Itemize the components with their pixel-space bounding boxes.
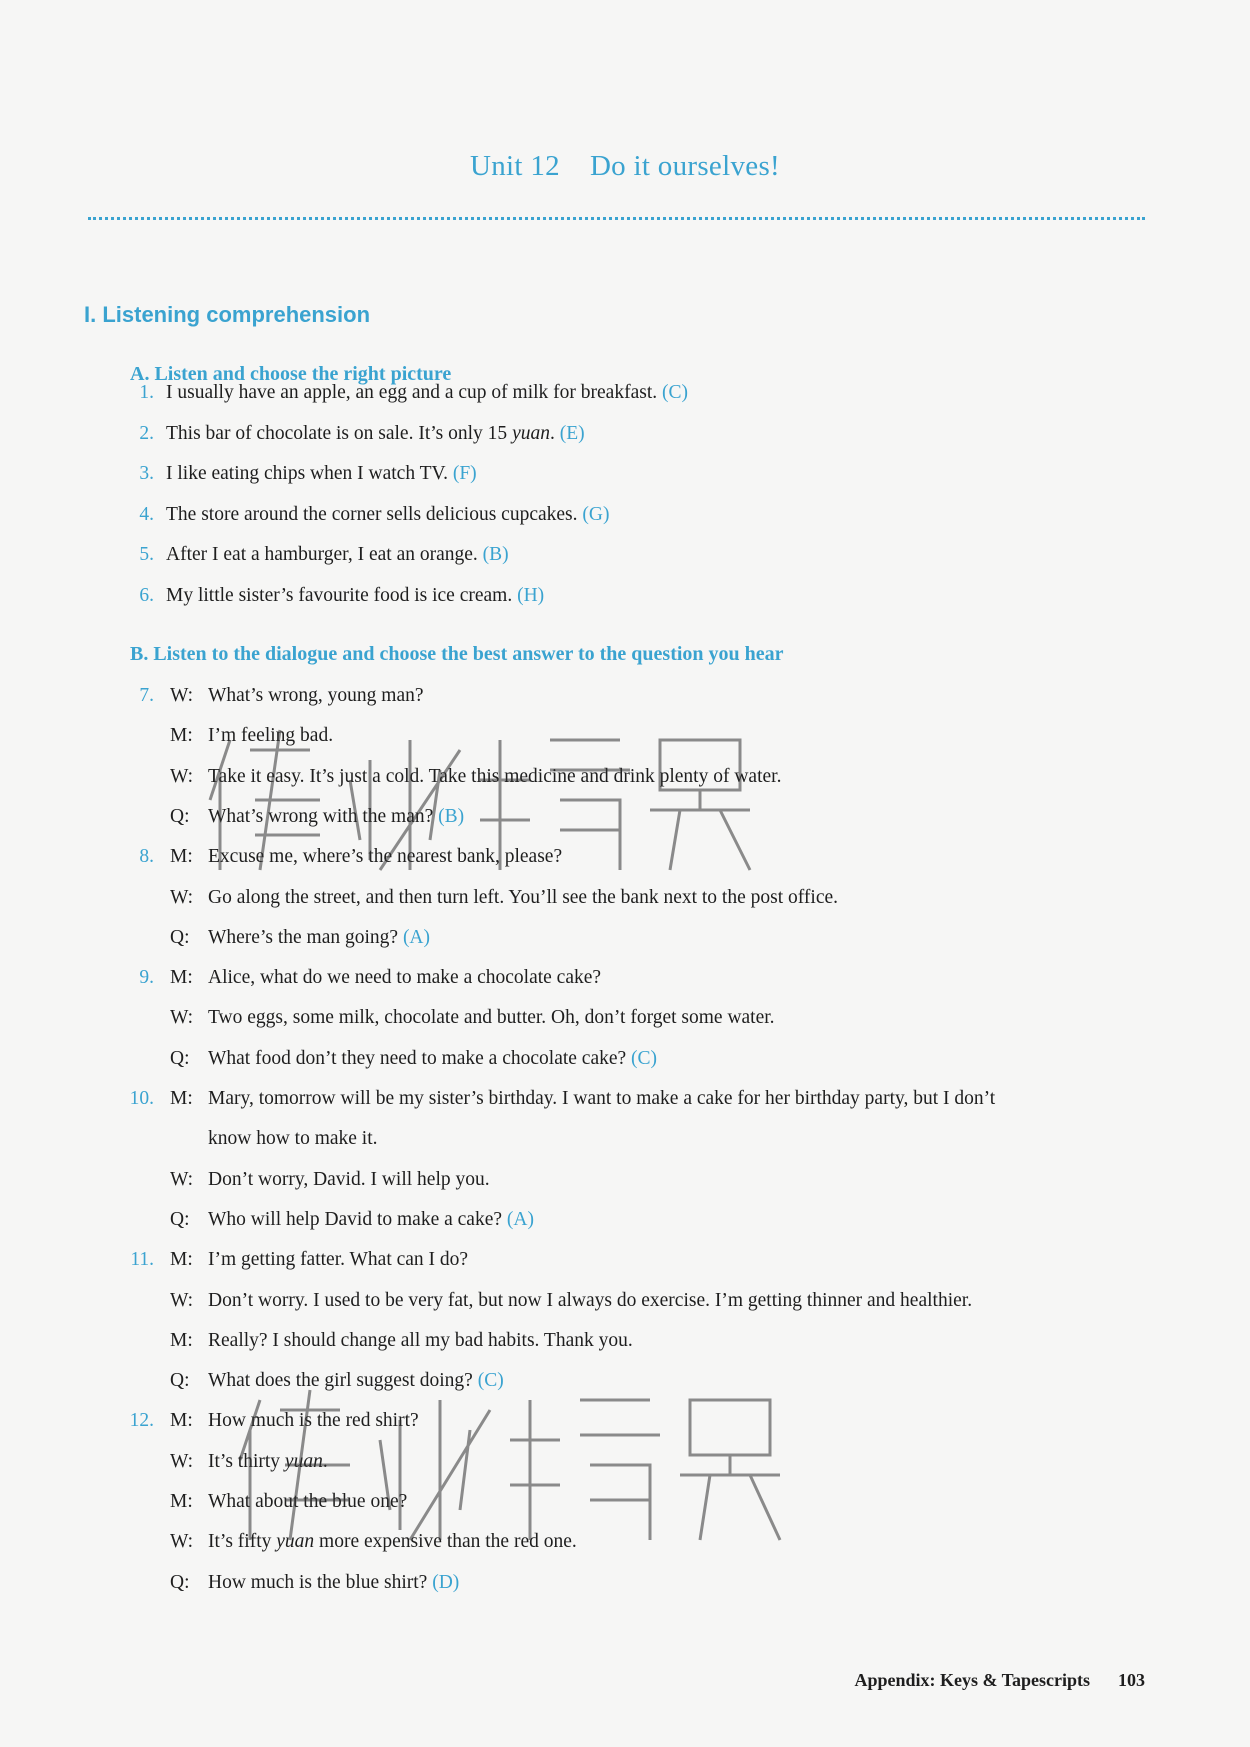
line-text: What about the blue one? bbox=[208, 1491, 408, 1512]
list-item bbox=[166, 583, 544, 609]
answer-key: (G) bbox=[582, 503, 610, 525]
line-text: How much is the red shirt? bbox=[208, 1410, 419, 1432]
line-text: Don’t worry. I used to be very fat, but now I always do exercise. I’m getting thinner and healthier. bbox=[208, 1289, 973, 1311]
line-text: Don’t worry, David. I will help you. bbox=[208, 1168, 490, 1190]
line-text: Excuse me, where’s the nearest bank, please? bbox=[208, 846, 563, 868]
dialogue-line bbox=[170, 1086, 995, 1112]
line-text: Take it easy. It’s just a cold. Take this medicine and drink plenty of water. bbox=[208, 765, 782, 787]
item-number: 12. bbox=[129, 1410, 154, 1432]
line-text: I’m feeling bad. bbox=[208, 725, 334, 747]
speaker-label: W: bbox=[170, 1289, 194, 1311]
item-number: 10. bbox=[129, 1088, 154, 1109]
speaker-label: W: bbox=[170, 1450, 194, 1472]
answer-key: (B) bbox=[438, 805, 465, 827]
speaker-label: M: bbox=[170, 1249, 193, 1271]
line-italic: yuan bbox=[276, 1531, 315, 1553]
speaker-label: M: bbox=[170, 846, 193, 868]
unit-number: Unit 12 bbox=[470, 150, 560, 182]
line-text: I’m getting fatter. What can I do? bbox=[208, 1249, 469, 1271]
line-text: Where’s the man going? bbox=[208, 926, 399, 948]
dialogue-line bbox=[170, 1207, 534, 1233]
speaker-label: M: bbox=[170, 1088, 193, 1109]
line-text: Who will help David to make a cake? bbox=[208, 1208, 503, 1230]
speaker-label: M: bbox=[170, 967, 193, 989]
line-text: This bar of chocolate is on sale. It’s only 15 bbox=[166, 422, 513, 444]
answer-key: (C) bbox=[631, 1047, 658, 1069]
item-number: 5. bbox=[139, 544, 154, 565]
speaker-label: Q: bbox=[170, 1571, 190, 1593]
speaker-label: W: bbox=[170, 1168, 194, 1190]
dialogue-line bbox=[170, 1005, 775, 1031]
line-text: What food don’t they need to make a chocolate cake? bbox=[208, 1047, 627, 1069]
speaker-label: M: bbox=[170, 1329, 193, 1351]
dialogue-line bbox=[170, 885, 838, 911]
part-b-heading: B. Listen to the dialogue and choose the best answer to the question you hear bbox=[130, 643, 784, 665]
dialogue-line bbox=[170, 1570, 459, 1596]
line-text: My little sister’s favourite food is ice cream. bbox=[166, 584, 513, 606]
dialogue-line bbox=[170, 683, 424, 709]
dialogue-line bbox=[170, 1288, 972, 1314]
line-text: know how to make it. bbox=[208, 1128, 378, 1150]
speaker-label: W: bbox=[170, 886, 194, 908]
item-number: 7. bbox=[139, 685, 154, 706]
line-text: Mary, tomorrow will be my sister’s birthday. I want to make a cake for her birthday party, but I don’t bbox=[208, 1088, 996, 1109]
line-text-post: . bbox=[322, 1450, 328, 1472]
watermark-stamp-top bbox=[200, 720, 760, 880]
dialogue-line bbox=[170, 965, 601, 991]
dialogue-line bbox=[170, 1046, 657, 1072]
line-text: Two eggs, some milk, chocolate and butter. Oh, don’t forget some water. bbox=[208, 1007, 775, 1029]
unit-title bbox=[0, 150, 1250, 183]
answer-key: (E) bbox=[559, 422, 585, 444]
line-text: I usually have an apple, an egg and a cup of milk for breakfast. bbox=[166, 382, 658, 403]
dotted-divider bbox=[88, 217, 1145, 220]
line-text: What’s wrong, young man? bbox=[208, 685, 424, 706]
dialogue-line bbox=[170, 1126, 378, 1152]
answer-key: (C) bbox=[661, 382, 688, 403]
item-number: 2. bbox=[139, 422, 154, 444]
section-heading: I. Listening comprehension bbox=[84, 302, 371, 327]
dialogue-line bbox=[170, 1328, 633, 1354]
line-text-post: . bbox=[549, 422, 555, 444]
item-number: 9. bbox=[139, 967, 154, 989]
speaker-label: Q: bbox=[170, 1370, 190, 1392]
line-text: Really? I should change all my bad habits. Thank you. bbox=[208, 1329, 633, 1351]
answer-key: (A) bbox=[402, 926, 431, 948]
answer-key: (C) bbox=[477, 1370, 504, 1392]
list-item bbox=[166, 542, 509, 568]
line-text: What’s wrong with the man? bbox=[208, 805, 434, 827]
list-item bbox=[166, 461, 477, 487]
page-number: 103 bbox=[1118, 1670, 1145, 1690]
speaker-label: W: bbox=[170, 1531, 194, 1553]
speaker-label: Q: bbox=[170, 1208, 190, 1230]
speaker-label: Q: bbox=[170, 926, 190, 948]
answer-key: (B) bbox=[482, 544, 509, 565]
line-text: How much is the blue shirt? bbox=[208, 1571, 428, 1593]
footer-label: Appendix: Keys & Tapescripts bbox=[854, 1670, 1090, 1690]
speaker-label: M: bbox=[170, 725, 193, 747]
speaker-label: Q: bbox=[170, 805, 190, 827]
line-text: It’s thirty bbox=[208, 1450, 285, 1472]
item-number: 8. bbox=[139, 846, 154, 868]
line-text: After I eat a hamburger, I eat an orange. bbox=[166, 544, 478, 565]
speaker-label: W: bbox=[170, 685, 194, 706]
line-text: What does the girl suggest doing? bbox=[208, 1370, 473, 1392]
speaker-label: Q: bbox=[170, 1047, 190, 1069]
speaker-label: W: bbox=[170, 765, 194, 787]
unit-name: Do it ourselves! bbox=[589, 150, 780, 182]
line-italic: yuan bbox=[284, 1450, 323, 1472]
line-text-post: more expensive than the red one. bbox=[314, 1531, 577, 1553]
line-text: I like eating chips when I watch TV. bbox=[166, 463, 448, 484]
item-number: 3. bbox=[139, 463, 154, 484]
item-number: 1. bbox=[139, 382, 154, 403]
speaker-label: M: bbox=[170, 1491, 193, 1512]
item-number: 4. bbox=[139, 503, 154, 525]
part-a-heading: A. Listen and choose the right picture bbox=[130, 363, 452, 385]
item-number: 11. bbox=[130, 1249, 154, 1271]
list-item bbox=[166, 380, 688, 406]
answer-key: (A) bbox=[506, 1208, 534, 1230]
page-footer bbox=[854, 1670, 1145, 1691]
answer-key: (F) bbox=[452, 463, 477, 484]
list-item bbox=[166, 502, 609, 528]
item-number: 6. bbox=[139, 584, 154, 606]
watermark-stamp-bottom bbox=[230, 1380, 790, 1553]
line-text: It’s fifty bbox=[208, 1531, 277, 1553]
line-text: Go along the street, and then turn left. You’ll see the bank next to the post office. bbox=[208, 886, 838, 908]
line-text: Alice, what do we need to make a chocolate cake? bbox=[208, 967, 602, 989]
speaker-label: W: bbox=[170, 1007, 194, 1029]
line-italic: yuan bbox=[512, 422, 550, 444]
dialogue-line bbox=[170, 925, 430, 951]
dialogue-line bbox=[170, 1167, 490, 1193]
list-item bbox=[166, 421, 585, 447]
line-text: The store around the corner sells delicious cupcakes. bbox=[166, 503, 578, 525]
answer-key: (D) bbox=[432, 1571, 460, 1593]
dialogue-line bbox=[170, 1247, 468, 1273]
answer-key: (H) bbox=[517, 584, 545, 606]
speaker-label: M: bbox=[170, 1410, 193, 1432]
